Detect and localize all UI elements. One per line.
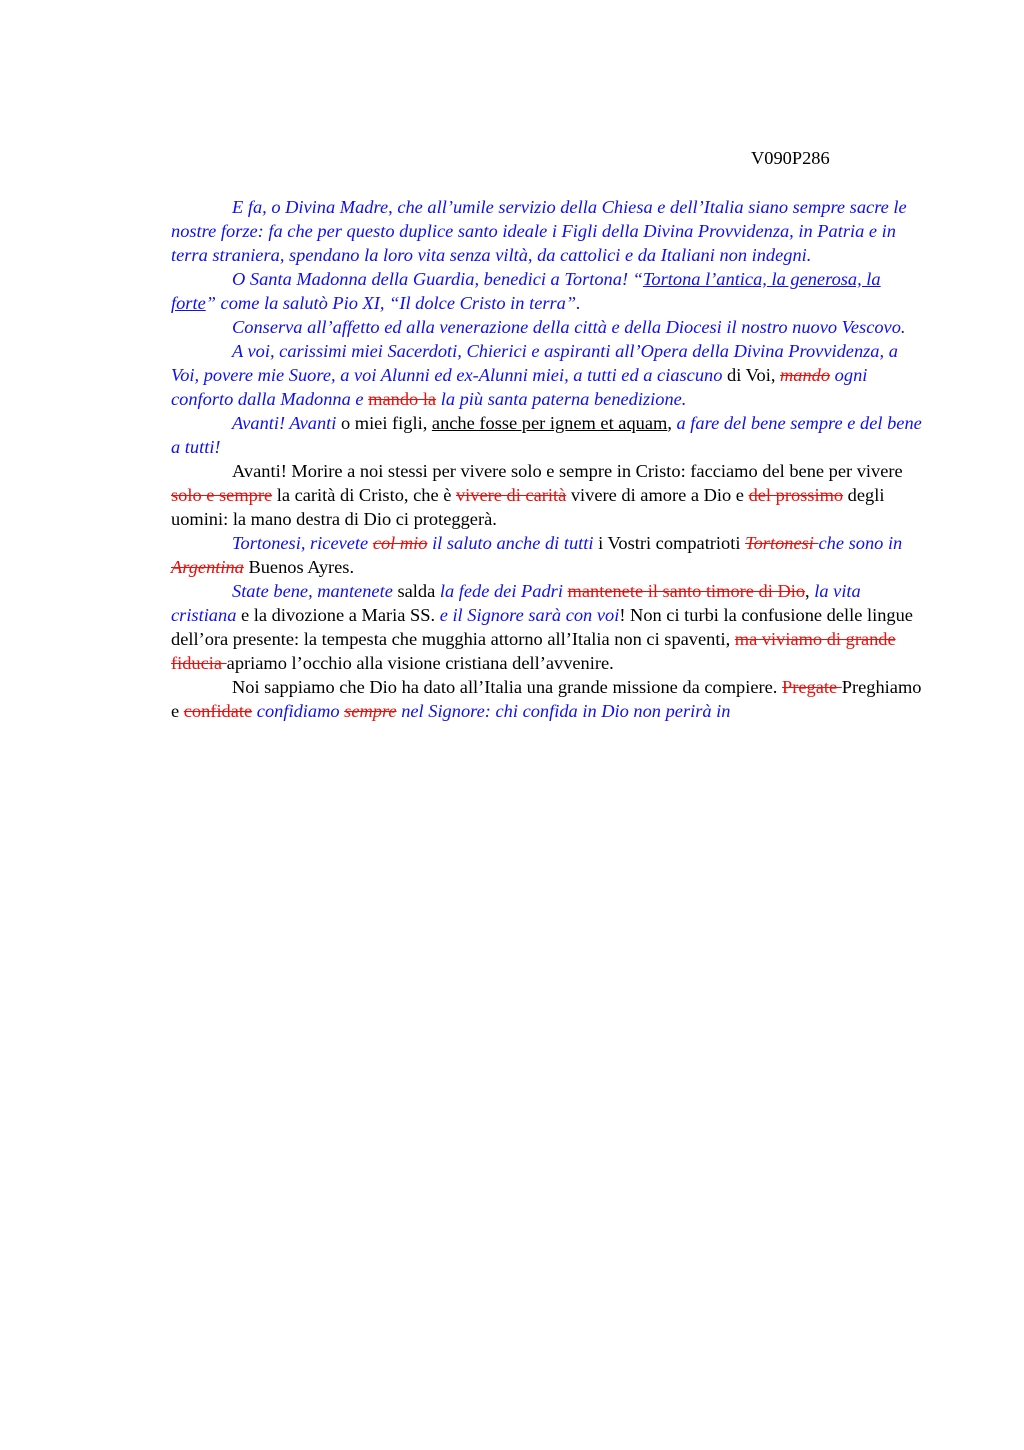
- text-segment: la vita cristiana: [171, 581, 861, 625]
- deleted-segment: del prossimo: [748, 485, 844, 505]
- text-segment: Preghiamo e: [171, 677, 922, 721]
- document-body: [171, 195, 929, 723]
- text-segment: ogni conforto dalla Madonna e: [171, 365, 868, 409]
- text-segment: Noi sappiamo che Dio ha dato all’Italia una grande missione da compiere.: [232, 677, 783, 697]
- deleted-segment: mando: [780, 365, 831, 385]
- deleted-segment: confidate: [183, 701, 253, 721]
- deleted-segment: vivere di carità: [455, 485, 567, 505]
- paragraph-7: [171, 531, 929, 579]
- text-segment: apriamo l’occhio alla visione cristiana dell’avvenire.: [226, 653, 614, 673]
- deleted-segment: mantenete il santo timore di Dio: [567, 581, 806, 601]
- text-segment: il saluto anche di tutti: [427, 533, 594, 553]
- text-segment: Avanti! Avanti: [232, 413, 337, 433]
- text-segment: confidiamo: [256, 701, 340, 721]
- underlined-segment: Tortona l’antica, la generosa, la forte: [171, 269, 881, 313]
- text-segment: a fare del bene sempre e del bene a tutti!: [171, 413, 922, 457]
- text-segment: O Santa Madonna della Guardia, benedici a Tortona! “: [232, 269, 643, 289]
- text-segment: A voi, carissimi miei Sacerdoti, Chierici e aspiranti all’Opera della Divina Provvidenza, a Voi, povere mie Suore, a voi Alunni ed ex-Alunni miei, a tutti ed a ciascuno: [171, 341, 898, 385]
- text-segment: State bene, mantenete: [232, 581, 393, 601]
- paragraph-4: [171, 339, 929, 411]
- paragraph-1: [171, 195, 929, 267]
- text-segment: i Vostri compatrioti: [593, 533, 746, 553]
- deleted-segment: Argentina: [171, 557, 244, 577]
- text-segment: di Voi,: [727, 365, 781, 385]
- text-segment: la più santa paterna benedizione.: [436, 389, 687, 409]
- text-segment: degli uomini: la mano destra di Dio ci proteggerà.: [171, 485, 885, 529]
- text-segment: ,: [667, 413, 677, 433]
- underlined-segment: anche fosse per ignem et aquam: [431, 413, 668, 433]
- text-segment: o miei figli,: [336, 413, 432, 433]
- deleted-segment: mando la: [368, 389, 437, 409]
- page-reference: V090P286: [751, 148, 830, 168]
- text-segment: E fa, o Divina Madre, che all’umile servizio della Chiesa e dell’Italia siano sempre sacre le nostre forze: fa che per questo duplice santo ideale i Figli della Divina Provvidenza, in Patria e in terra straniera, spendano la loro vita senza viltà, da cattolici e da Italiani non indegni.: [171, 197, 907, 265]
- deleted-segment: Tortonesi: [745, 533, 819, 553]
- text-segment: la carità di Cristo, che è: [272, 485, 456, 505]
- text-segment: salda: [392, 581, 440, 601]
- text-segment: Tortonesi, ricevete: [232, 533, 373, 553]
- text-segment: ” come la salutò Pio XI, “Il dolce Cristo in terra”.: [205, 293, 581, 313]
- text-segment: vivere di amore a Dio e: [566, 485, 749, 505]
- text-segment: che sono in: [818, 533, 903, 553]
- paragraph-8: [171, 579, 929, 675]
- paragraph-9: [171, 675, 929, 723]
- text-segment: Conserva all’affetto ed alla venerazione della città e della Diocesi il nostro nuovo Vescovo.: [232, 317, 906, 337]
- text-segment: nel Signore: chi confida in Dio non perirà in: [396, 701, 731, 721]
- paragraph-2: [171, 267, 929, 315]
- deleted-segment: col mio: [372, 533, 428, 553]
- text-segment: e il Signore sarà con voi: [439, 605, 620, 625]
- deleted-segment: sempre: [344, 701, 397, 721]
- text-segment: ! Non ci turbi la confusione delle lingue dell’ora presente: la tempesta che mugghia attorno all’Italia non ci spaventi,: [171, 605, 913, 649]
- text-segment: Avanti! Morire a noi stessi per vivere solo e sempre in Cristo: facciamo del bene per vivere: [232, 461, 903, 481]
- text-segment: ,: [805, 581, 815, 601]
- paragraph-3: [171, 315, 929, 339]
- deleted-segment: ma viviamo di grande fiducia: [171, 629, 896, 673]
- text-segment: e la divozione a Maria SS.: [236, 605, 440, 625]
- paragraph-5: [171, 411, 929, 459]
- text-segment: la fede dei Padri: [439, 581, 563, 601]
- deleted-segment: solo e sempre: [171, 485, 273, 505]
- paragraph-6: [171, 459, 929, 531]
- deleted-segment: Pregate: [782, 677, 842, 697]
- text-segment: Buenos Ayres.: [243, 557, 355, 577]
